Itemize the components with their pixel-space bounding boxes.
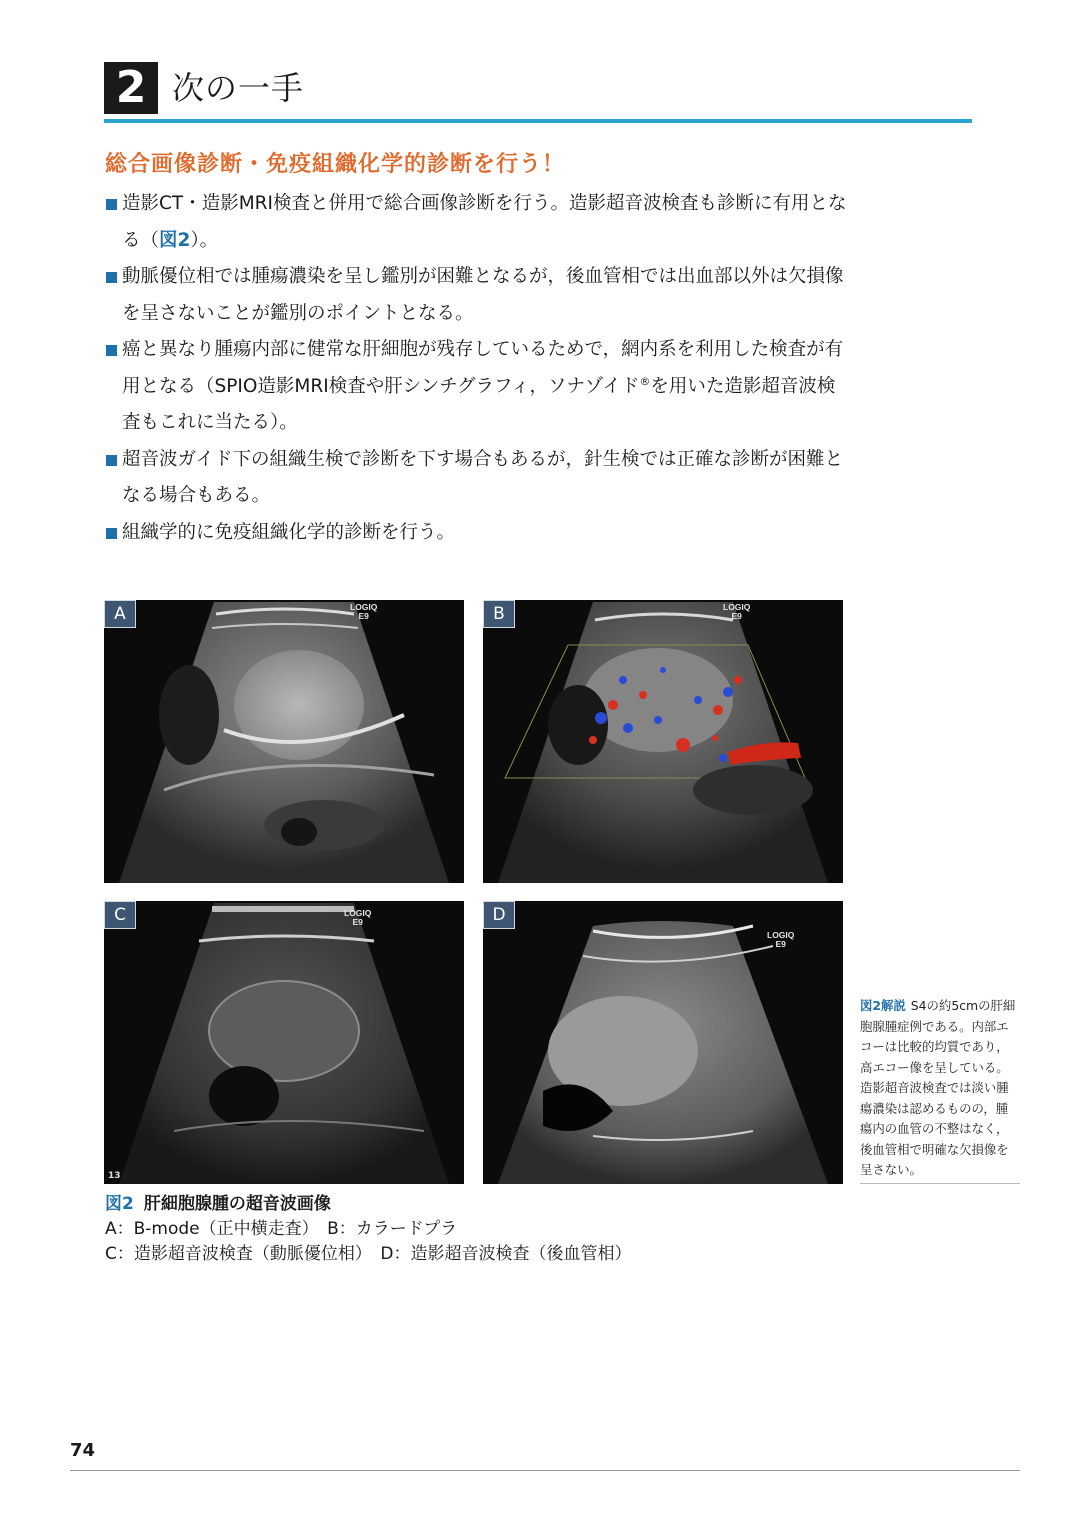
bullet-square-icon [106,199,117,210]
page-number: 74 [70,1440,96,1461]
device-label: LOGIQ E9 [723,602,751,621]
ultrasound-image-b [483,600,843,883]
bullet-item: 動脈優位相では腫瘍濃染を呈し鑑別が困難となるが，後血管相では出血部以外は欠損像を呈さないことが鑑別のポイントとなる。 [105,259,850,332]
bullet-item: 組織学的に免疫組織化学的診断を行う。 [105,515,850,552]
bullet-square-icon [106,455,117,466]
figure-ref-link[interactable]: 図2 [159,229,191,251]
ultrasound-panel-d [483,901,843,1184]
device-label: LOGIQ E9 [767,930,795,949]
section-number-badge: 2 [104,62,158,114]
panel-label: C [104,901,136,929]
bullet-list [105,186,850,551]
panel-label: A [104,600,136,628]
note-label: 図2解説 [860,998,906,1013]
figure-caption [105,1192,825,1267]
ultrasound-image-a [104,600,464,883]
section-divider [104,119,972,123]
subheading: 総合画像診断・免疫組織化学的診断を行う！ [105,152,566,177]
device-label: LOGIQ E9 [344,908,372,927]
footer-divider [70,1470,1020,1471]
bullet-square-icon [106,528,117,539]
device-label: LOGIQ E9 [350,602,378,621]
caption-line: A：B-mode（正中横走査） B：カラードプラ [105,1219,458,1239]
ultrasound-panel-b [483,600,843,883]
figure-explanation-note [860,996,1020,1184]
ultrasound-image-c [104,901,464,1184]
panel-label: B [483,600,515,628]
bullet-item: 超音波ガイド下の組織生検で診断を下す場合もあるが，針生検では正確な診断が困難となる場合もある。 [105,442,850,515]
registered-mark: ® [639,374,651,388]
ultrasound-panel-a [104,600,464,883]
panel-label: D [483,901,515,929]
ultrasound-panel-c [104,901,464,1184]
note-text: S4の約5cmの肝細胞腺腫症例である。内部エコーは比較的均質であり，高エコー像を呈している。造影超音波検査では淡い腫瘍濃染は認めるものの，腫瘍内の血管の不整はなく，後血管相で明確な欠損像を呈さない。 [860,998,1016,1177]
bullet-square-icon [106,345,117,356]
bullet-item: 癌と異なり腫瘍内部に健常な肝細胞が残存しているためで，網内系を利用した検査が有用となる（SPIO造影MRI検査や肝シンチグラフィ，ソナゾイド®を用いた造影超音波検査もこれに当たる）。 [105,332,850,442]
section-title: 次の一手 [172,69,305,107]
frame-number: 13 [108,1171,121,1181]
caption-line: C：造影超音波検査（動脈優位相） D：造影超音波検査（後血管相） [105,1244,632,1264]
caption-figure-number: 図2 [105,1194,134,1214]
bullet-item: 造影CT・造影MRI検査と併用で総合画像診断を行う。造影超音波検査も診断に有用となる（図2）。 [105,186,850,259]
bullet-square-icon [106,272,117,283]
caption-title: 肝細胞腺腫の超音波画像 [143,1194,331,1214]
